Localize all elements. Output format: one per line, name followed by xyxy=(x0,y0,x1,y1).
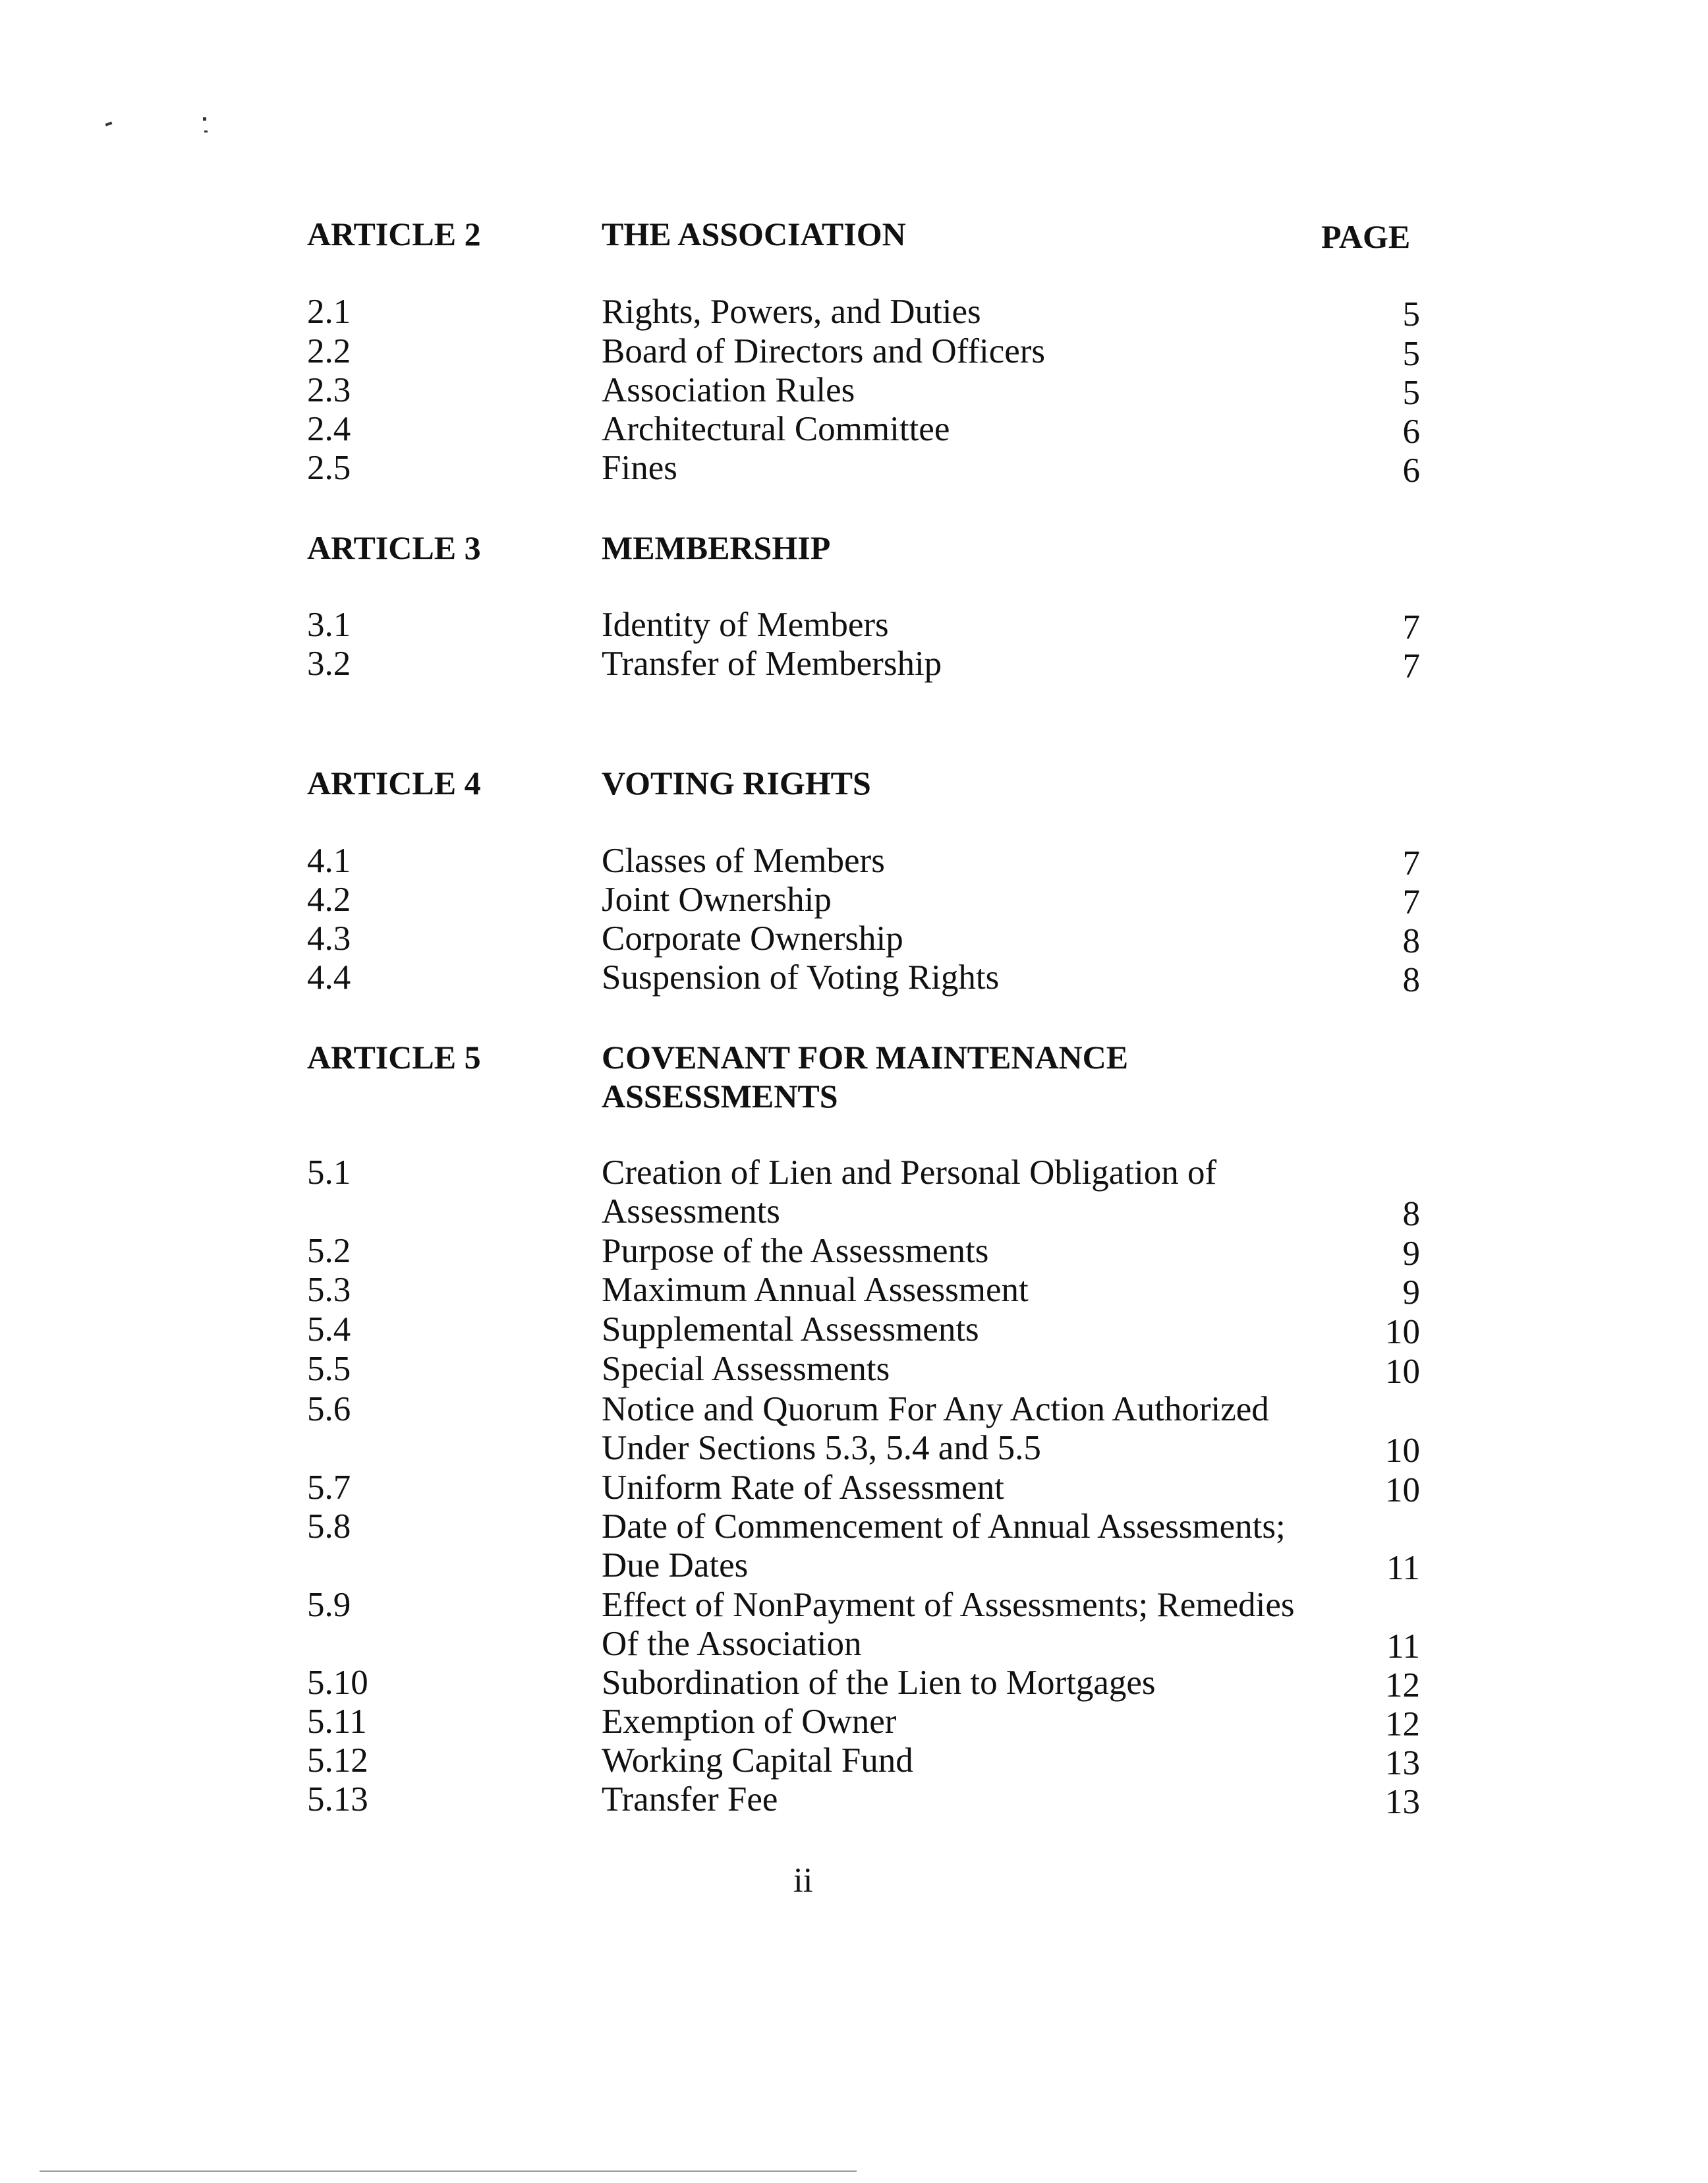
section-number: 5.10 xyxy=(307,1664,368,1702)
section-title-continued: Under Sections 5.3, 5.4 and 5.5 xyxy=(602,1429,1041,1467)
section-number: 3.2 xyxy=(307,645,351,683)
section-number: 5.1 xyxy=(307,1153,351,1192)
section-number: 5.11 xyxy=(307,1703,367,1741)
section-number: 3.1 xyxy=(307,606,351,644)
section-page: 6 xyxy=(1402,451,1420,490)
article-5-number: ARTICLE 5 xyxy=(307,1039,481,1076)
bottom-scan-rule xyxy=(40,2170,857,2172)
section-title: Notice and Quorum For Any Action Authorized xyxy=(602,1390,1269,1428)
section-number: 4.3 xyxy=(307,919,351,958)
section-number: 5.8 xyxy=(307,1507,351,1546)
scan-speck-1 xyxy=(105,121,113,126)
section-page: 7 xyxy=(1402,883,1420,921)
article-3-number: ARTICLE 3 xyxy=(307,529,481,566)
section-title: Fines xyxy=(602,449,677,487)
section-number: 5.6 xyxy=(307,1390,351,1428)
section-page: 6 xyxy=(1402,413,1420,451)
section-page: 7 xyxy=(1402,608,1420,647)
section-page: 7 xyxy=(1402,647,1420,685)
section-page: 12 xyxy=(1385,1705,1420,1743)
article-5-title-line-2: ASSESSMENTS xyxy=(602,1078,838,1115)
section-number: 5.2 xyxy=(307,1232,351,1270)
section-title: Transfer of Membership xyxy=(602,645,942,683)
footer-page-number: ii xyxy=(793,1861,813,1900)
section-number: 2.5 xyxy=(307,449,351,487)
section-page: 8 xyxy=(1402,922,1420,960)
section-page: 9 xyxy=(1402,1273,1420,1312)
article-4-title: VOTING RIGHTS xyxy=(602,765,871,801)
section-number: 5.4 xyxy=(307,1310,351,1349)
scan-speck-3 xyxy=(204,131,208,132)
section-page: 11 xyxy=(1386,1627,1420,1666)
section-title: Uniform Rate of Assessment xyxy=(602,1469,1004,1507)
section-number: 4.4 xyxy=(307,958,351,997)
section-page: 10 xyxy=(1385,1353,1420,1391)
section-title: Architectural Committee xyxy=(602,410,950,448)
section-title: Effect of NonPayment of Assessments; Remedies xyxy=(602,1586,1295,1624)
section-title-continued: Due Dates xyxy=(602,1546,749,1585)
section-page: 10 xyxy=(1385,1471,1420,1509)
section-page: 8 xyxy=(1402,1195,1420,1233)
section-title: Date of Commencement of Annual Assessments; xyxy=(602,1507,1286,1546)
section-title: Supplemental Assessments xyxy=(602,1310,979,1349)
section-page: 10 xyxy=(1385,1313,1420,1351)
page-column-label: PAGE xyxy=(1321,218,1411,255)
section-number: 2.4 xyxy=(307,410,351,448)
section-page: 12 xyxy=(1385,1666,1420,1704)
section-title: Special Assessments xyxy=(602,1350,890,1388)
section-number: 5.12 xyxy=(307,1741,368,1780)
section-title: Suspension of Voting Rights xyxy=(602,958,1000,997)
article-2-number: ARTICLE 2 xyxy=(307,216,481,252)
article-5-title-line-1: COVENANT FOR MAINTENANCE xyxy=(602,1039,1129,1076)
section-page: 5 xyxy=(1402,335,1420,373)
section-number: 4.1 xyxy=(307,842,351,880)
section-number: 5.7 xyxy=(307,1469,351,1507)
section-page: 5 xyxy=(1402,374,1420,412)
section-page: 13 xyxy=(1385,1744,1420,1782)
section-page: 8 xyxy=(1402,961,1420,999)
section-title: Association Rules xyxy=(602,371,855,409)
section-title: Identity of Members xyxy=(602,606,889,644)
section-page: 10 xyxy=(1385,1432,1420,1470)
section-title: Exemption of Owner xyxy=(602,1703,897,1741)
section-title: Creation of Lien and Personal Obligation of xyxy=(602,1153,1217,1192)
section-number: 5.9 xyxy=(307,1586,351,1624)
section-title-continued: Assessments xyxy=(602,1192,780,1231)
section-title: Subordination of the Lien to Mortgages xyxy=(602,1664,1156,1702)
article-2-title: THE ASSOCIATION xyxy=(602,216,906,252)
section-number: 5.5 xyxy=(307,1350,351,1388)
section-page: 13 xyxy=(1385,1783,1420,1821)
section-title: Classes of Members xyxy=(602,842,885,880)
section-title: Board of Directors and Officers xyxy=(602,332,1046,370)
section-number: 2.3 xyxy=(307,371,351,409)
section-number: 5.3 xyxy=(307,1271,351,1309)
section-title: Working Capital Fund xyxy=(602,1741,913,1780)
section-page: 9 xyxy=(1402,1235,1420,1273)
section-title: Rights, Powers, and Duties xyxy=(602,293,981,331)
section-number: 5.13 xyxy=(307,1780,368,1819)
section-title: Corporate Ownership xyxy=(602,919,903,958)
article-4-number: ARTICLE 4 xyxy=(307,765,481,801)
section-title: Joint Ownership xyxy=(602,881,832,919)
section-number: 4.2 xyxy=(307,881,351,919)
section-page: 11 xyxy=(1386,1549,1420,1587)
section-page: 5 xyxy=(1402,295,1420,334)
section-title: Maximum Annual Assessment xyxy=(602,1271,1029,1309)
section-number: 2.2 xyxy=(307,332,351,370)
article-3-title: MEMBERSHIP xyxy=(602,529,831,566)
section-page: 7 xyxy=(1402,844,1420,883)
scan-speck-2 xyxy=(203,117,206,121)
section-title: Transfer Fee xyxy=(602,1780,778,1819)
section-title-continued: Of the Association xyxy=(602,1625,862,1663)
section-title: Purpose of the Assessments xyxy=(602,1232,989,1270)
section-number: 2.1 xyxy=(307,293,351,331)
